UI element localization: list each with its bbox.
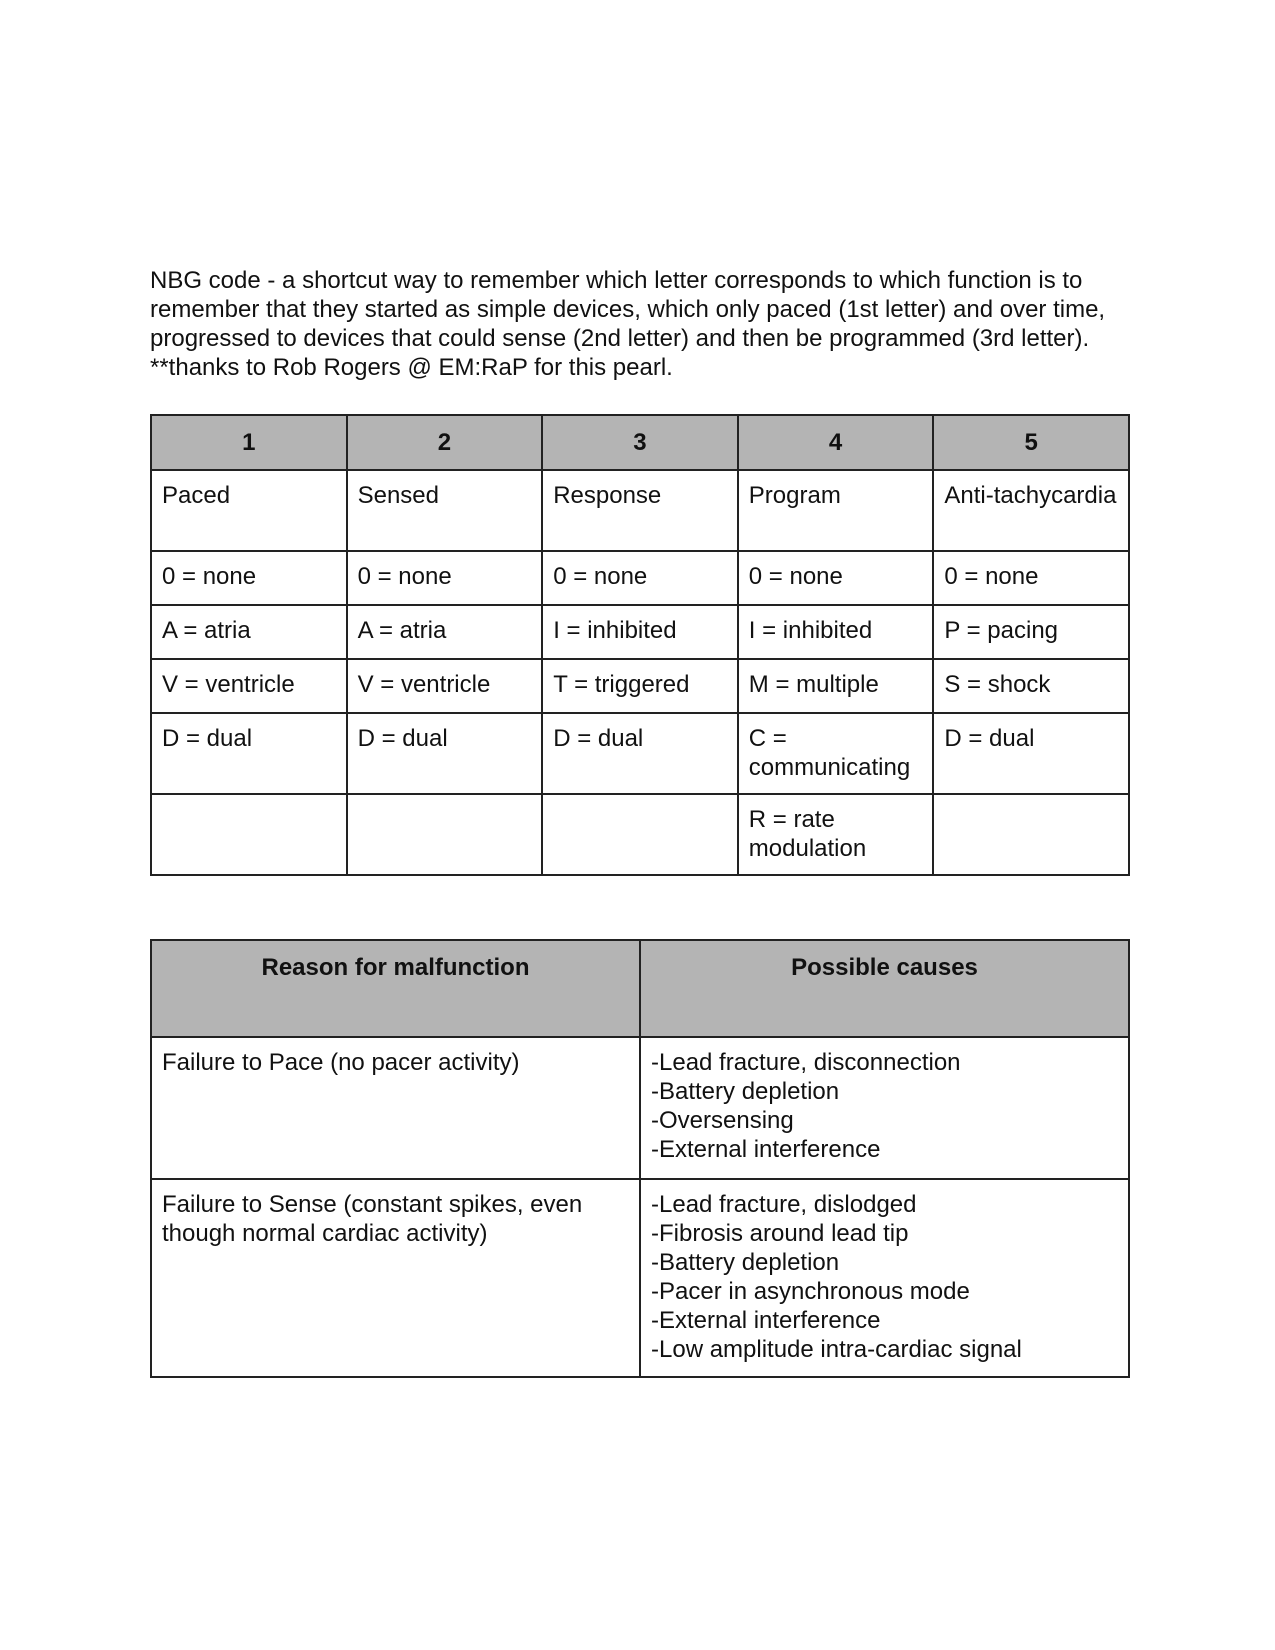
table-cell: 0 = none bbox=[933, 551, 1129, 605]
intro-paragraph: NBG code - a shortcut way to remember which letter corresponds to which function is to remember that they started as simple devices, which only paced (1st letter) and over time, progressed to devices that could sense (2nd letter) and then be programmed (3rd letter). **thanks to Rob Rogers @ EM:RaP for this pearl. bbox=[150, 267, 1106, 381]
table-cell: Response bbox=[542, 470, 738, 551]
table-cell: C = communicating bbox=[738, 713, 934, 794]
table-row bbox=[151, 659, 1129, 713]
table-cell bbox=[347, 794, 543, 875]
nbg-function-row bbox=[151, 470, 1129, 551]
cause-item: -External interference bbox=[651, 1307, 881, 1334]
malfunction-table bbox=[150, 939, 1130, 1378]
causes-cell bbox=[640, 1037, 1129, 1179]
reason-cell: Failure to Sense (constant spikes, even though normal cardiac activity) bbox=[151, 1179, 640, 1377]
cause-item: -Oversensing bbox=[651, 1107, 794, 1134]
cause-item: -Battery depletion bbox=[651, 1078, 840, 1105]
table-cell: Anti-tachycardia bbox=[933, 470, 1129, 551]
nbg-code-table bbox=[150, 414, 1130, 876]
reason-cell: Failure to Pace (no pacer activity) bbox=[151, 1037, 640, 1179]
table-cell: T = triggered bbox=[542, 659, 738, 713]
table-cell: 0 = none bbox=[738, 551, 934, 605]
causes-cell bbox=[640, 1179, 1129, 1377]
table-cell: P = pacing bbox=[933, 605, 1129, 659]
table-cell: M = multiple bbox=[738, 659, 934, 713]
table-row bbox=[151, 605, 1129, 659]
table-cell: Program bbox=[738, 470, 934, 551]
table-cell: R = rate modulation bbox=[738, 794, 934, 875]
nbg-header-row bbox=[151, 415, 1129, 470]
table-cell: D = dual bbox=[542, 713, 738, 794]
table-cell: V = ventricle bbox=[347, 659, 543, 713]
table-row bbox=[151, 794, 1129, 875]
table-row bbox=[151, 551, 1129, 605]
cause-item: -Lead fracture, dislodged bbox=[651, 1191, 917, 1218]
table-cell: D = dual bbox=[347, 713, 543, 794]
table-row bbox=[151, 1037, 1129, 1179]
table-cell bbox=[933, 794, 1129, 875]
nbg-header-1: 1 bbox=[151, 415, 347, 470]
nbg-header-3: 3 bbox=[542, 415, 738, 470]
table-cell: Sensed bbox=[347, 470, 543, 551]
table-cell: 0 = none bbox=[542, 551, 738, 605]
cause-item: -External interference bbox=[651, 1136, 881, 1163]
table-cell: V = ventricle bbox=[151, 659, 347, 713]
table-cell bbox=[151, 794, 347, 875]
table-cell: I = inhibited bbox=[738, 605, 934, 659]
table-cell: A = atria bbox=[347, 605, 543, 659]
malfunction-header-row bbox=[151, 940, 1129, 1037]
table-cell: D = dual bbox=[151, 713, 347, 794]
table-cell: Paced bbox=[151, 470, 347, 551]
table-cell bbox=[542, 794, 738, 875]
table-cell: 0 = none bbox=[347, 551, 543, 605]
cause-item: -Battery depletion bbox=[651, 1249, 840, 1276]
table-row bbox=[151, 1179, 1129, 1377]
reason-header: Reason for malfunction bbox=[151, 940, 640, 1037]
nbg-header-4: 4 bbox=[738, 415, 934, 470]
table-cell: I = inhibited bbox=[542, 605, 738, 659]
cause-item: -Fibrosis around lead tip bbox=[651, 1220, 909, 1247]
table-cell: 0 = none bbox=[151, 551, 347, 605]
table-cell: D = dual bbox=[933, 713, 1129, 794]
table-row bbox=[151, 713, 1129, 794]
table-cell: S = shock bbox=[933, 659, 1129, 713]
cause-item: -Pacer in asynchronous mode bbox=[651, 1278, 970, 1305]
nbg-header-5: 5 bbox=[933, 415, 1129, 470]
nbg-header-2: 2 bbox=[347, 415, 543, 470]
cause-item: -Low amplitude intra-cardiac signal bbox=[651, 1336, 1022, 1363]
causes-header: Possible causes bbox=[640, 940, 1129, 1037]
table-cell: A = atria bbox=[151, 605, 347, 659]
cause-item: -Lead fracture, disconnection bbox=[651, 1049, 961, 1076]
